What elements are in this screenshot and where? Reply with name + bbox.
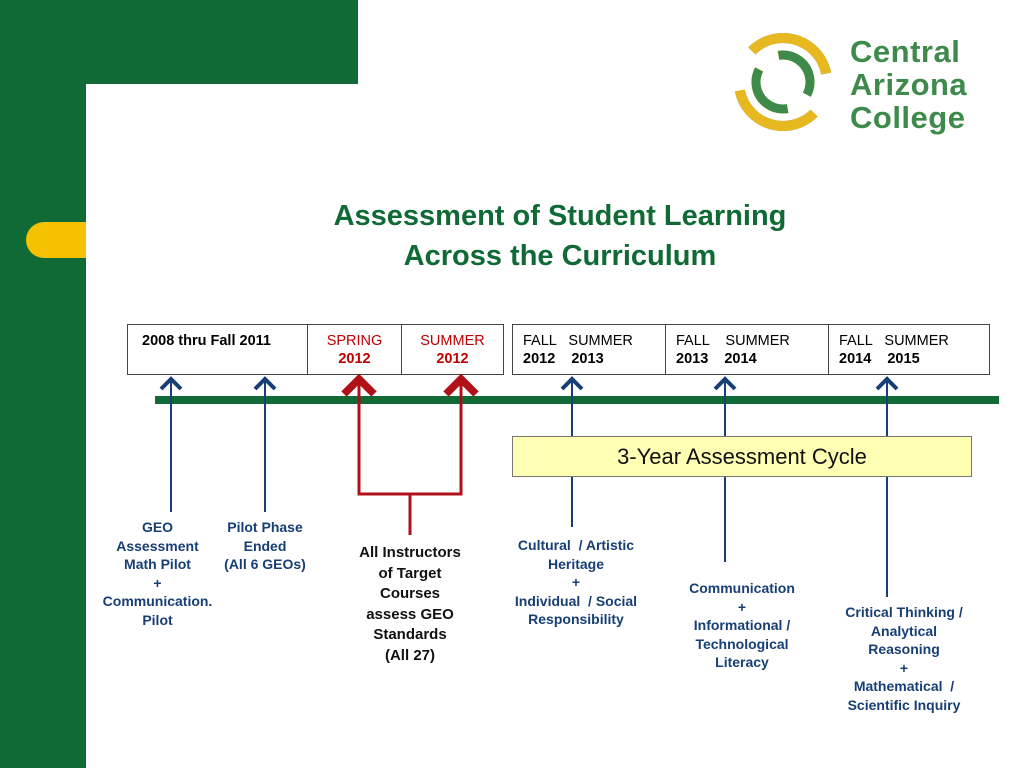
timeline-year: 2013 2014: [676, 351, 757, 367]
bracket-red: [359, 378, 461, 494]
note-line: Ended: [243, 537, 287, 554]
note-geo-pilot: [90, 518, 225, 629]
note-line: +: [571, 574, 581, 590]
logo-line-1: Central: [850, 34, 961, 69]
timeline-season: FALL SUMMER: [839, 333, 949, 349]
note-communication: [668, 579, 816, 672]
timeline-year: 2014 2015: [839, 351, 920, 367]
timeline-year: 2012: [436, 351, 469, 367]
logo-line-2: Arizona: [850, 67, 968, 102]
timeline-year: 2012 2013: [523, 351, 604, 367]
timeline-label: 2008 thru Fall 2011: [142, 333, 271, 349]
note-line: Scientific Inquiry: [847, 696, 961, 713]
note-line: +: [899, 659, 909, 676]
timeline-season: SPRING: [326, 333, 383, 349]
note-line: Reasoning: [868, 641, 940, 657]
note-line: Courses: [379, 585, 441, 602]
assessment-cycle-box: 3-Year Assessment Cycle: [512, 436, 972, 477]
note-critical-thinking: [828, 603, 980, 714]
note-line: of Target: [378, 564, 442, 582]
note-cultural: [496, 536, 656, 629]
note-line: Communication: [689, 580, 795, 596]
title-line-1: Assessment of Student Learning: [333, 200, 787, 232]
note-line: Assessment: [116, 537, 199, 554]
timeline-year: 2012: [338, 351, 371, 367]
timeline-season: FALL SUMMER: [523, 333, 633, 349]
timeline-season: SUMMER: [420, 333, 485, 349]
note-line: GEO: [141, 519, 174, 535]
note-line: Math Pilot: [124, 556, 191, 572]
note-line: Cultural / Artistic: [517, 537, 635, 553]
note-line: Literacy: [715, 654, 769, 670]
note-line: All Instructors: [359, 544, 461, 561]
note-line: Communication.: [102, 593, 213, 609]
note-line: Responsibility: [528, 611, 624, 627]
note-line: assess GEO: [366, 605, 454, 623]
note-line: Standards: [373, 626, 447, 643]
note-line: Technological: [695, 635, 789, 652]
note-line: (All 6 GEOs): [224, 556, 306, 572]
logo-line-3: College: [850, 100, 966, 135]
note-line: +: [737, 598, 747, 615]
note-line: (All 27): [384, 646, 435, 664]
note-line: Individual / Social: [514, 592, 638, 609]
note-line: Heritage: [547, 555, 605, 572]
note-line: Informational /: [693, 617, 791, 633]
title-line-2: Across the Curriculum: [403, 240, 717, 272]
note-line: Critical Thinking /: [845, 604, 963, 620]
timeline-season: FALL SUMMER: [676, 333, 790, 349]
note-line: Mathematical /: [853, 678, 955, 694]
note-line: +: [153, 574, 162, 591]
note-pilot-ended: [210, 518, 320, 574]
note-all-instructors: [340, 543, 480, 666]
note-line: Pilot: [142, 611, 173, 628]
note-line: Analytical: [870, 622, 938, 639]
note-line: Pilot Phase: [227, 519, 303, 535]
